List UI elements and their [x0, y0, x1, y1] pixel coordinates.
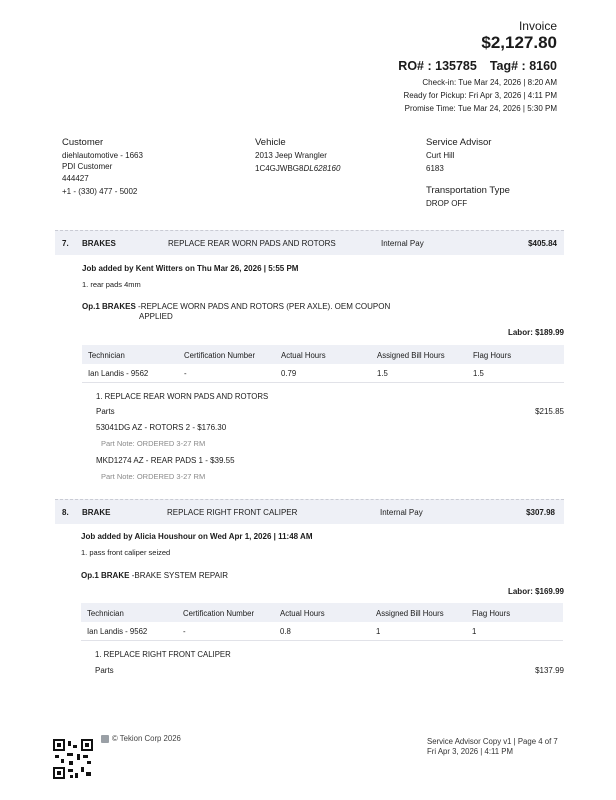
job-added-by: Job added by Alicia Houshour on Wed Apr 1, 2026 | 11:48 AM: [81, 532, 313, 541]
ro-tag-line: [398, 59, 557, 73]
col-technician: Technician: [87, 609, 124, 618]
labor-amount: Labor: $189.99: [507, 328, 564, 337]
job-title: REPLACE REAR WORN PADS AND ROTORS: [168, 239, 336, 248]
transport-title: Transportation Type: [426, 185, 510, 196]
op-text: -REPLACE WORN PADS AND ROTORS (PER AXLE). OEM COUPON: [138, 302, 391, 311]
job-header: [55, 230, 564, 255]
advisor-name: Curt Hill: [426, 151, 455, 160]
job-pay-type: Internal Pay: [380, 508, 423, 517]
assigned-bill-hours: 1.5: [377, 369, 388, 378]
col-flag-hours: Flag Hours: [473, 351, 512, 360]
actual-hours: 0.79: [281, 369, 297, 378]
col-technician: Technician: [88, 351, 125, 360]
ro-number: 135785: [435, 59, 477, 73]
vin-prefix: 1C4GJWBG8: [255, 164, 304, 173]
job-added-by: Job added by Kent Witters on Thu Mar 26, 2026 | 5:55 PM: [82, 264, 299, 273]
certification-number: -: [183, 627, 186, 636]
technician-row: [82, 364, 564, 383]
customer-name: diehlautomotive - 1663: [62, 151, 143, 160]
technician-table-header: [82, 345, 564, 364]
job-category: BRAKES: [82, 239, 116, 248]
col-actual-hours: Actual Hours: [281, 351, 326, 360]
promise-time: Promise Time: Tue Mar 24, 2026 | 5:30 PM: [404, 104, 557, 113]
job-amount: $307.98: [526, 508, 555, 517]
customer-number: 444427: [62, 174, 89, 183]
parts-label: Parts: [96, 407, 115, 416]
part-note: Part Note: ORDERED 3-27 RM: [101, 472, 206, 481]
actual-hours: 0.8: [280, 627, 291, 636]
repair-line: 1. REPLACE RIGHT FRONT CALIPER: [95, 650, 231, 659]
parts-label: Parts: [95, 666, 114, 675]
labor-amount: Labor: $169.99: [507, 587, 564, 596]
certification-number: -: [184, 369, 187, 378]
advisor-number: 6183: [426, 164, 444, 173]
checkin-time: Check-in: Tue Mar 24, 2026 | 8:20 AM: [422, 78, 557, 87]
job-number: 7.: [62, 239, 69, 248]
vehicle-title: Vehicle: [255, 137, 286, 148]
flag-hours: 1: [472, 627, 477, 636]
job-category: BRAKE: [82, 508, 111, 517]
job-header: [55, 499, 564, 524]
job-number: 8.: [62, 508, 69, 517]
vehicle-model: 2013 Jeep Wrangler: [255, 151, 327, 160]
technician-row: [81, 622, 563, 641]
col-certification: Certification Number: [184, 351, 256, 360]
job-concern: 1. pass front caliper seized: [81, 548, 171, 557]
tag-number: 8160: [529, 59, 557, 73]
job-amount: $405.84: [528, 239, 557, 248]
parts-total: $215.85: [535, 407, 564, 416]
col-assigned-bill-hours: Assigned Bill Hours: [376, 609, 444, 618]
parts-total: $137.99: [535, 666, 564, 675]
technician-name: Ian Landis - 9562: [88, 369, 149, 378]
col-assigned-bill-hours: Assigned Bill Hours: [377, 351, 445, 360]
ready-time: Ready for Pickup: Fri Apr 3, 2026 | 4:11 PM: [403, 91, 557, 100]
op-line: [81, 571, 228, 580]
part-item: MKD1274 AZ - REAR PADS 1 - $39.55: [96, 456, 235, 465]
col-certification: Certification Number: [183, 609, 255, 618]
copy-info: Service Advisor Copy v1 | Page 4 of 7: [427, 737, 558, 746]
copyright-text: © Tekion Corp 2026: [112, 734, 181, 743]
tag-label: Tag# :: [489, 59, 526, 73]
op-text: -BRAKE SYSTEM REPAIR: [131, 571, 229, 580]
qr-code: [53, 739, 93, 779]
technician-table-header: [81, 603, 563, 622]
job-pay-type: Internal Pay: [381, 239, 424, 248]
advisor-title: Service Advisor: [426, 137, 492, 148]
ro-label: RO# :: [398, 59, 432, 73]
op-label: Op.1 BRAKE: [81, 571, 130, 580]
flag-hours: 1.5: [473, 369, 484, 378]
job-concern: 1. rear pads 4mm: [82, 280, 141, 289]
transport-value: DROP OFF: [426, 199, 468, 208]
repair-line: 1. REPLACE REAR WORN PADS AND ROTORS: [96, 392, 269, 401]
customer-phone: +1 - (330) 477 - 5002: [62, 187, 138, 196]
part-item: 53041DG AZ - ROTORS 2 - $176.30: [96, 423, 227, 432]
job-title: REPLACE RIGHT FRONT CALIPER: [167, 508, 298, 517]
op-label: Op.1 BRAKES: [82, 302, 136, 311]
assigned-bill-hours: 1: [376, 627, 381, 636]
technician-name: Ian Landis - 9562: [87, 627, 148, 636]
customer-title: Customer: [62, 137, 104, 148]
op-text-continued: APPLIED: [139, 312, 173, 321]
col-actual-hours: Actual Hours: [280, 609, 325, 618]
customer-type: PDI Customer: [62, 162, 113, 171]
vin-suffix: DL628160: [303, 164, 341, 173]
op-line: [82, 302, 390, 311]
part-note: Part Note: ORDERED 3-27 RM: [101, 439, 206, 448]
invoice-total: $2,127.80: [481, 33, 557, 52]
tekion-logo-icon: [101, 735, 109, 743]
vehicle-vin: [255, 164, 340, 173]
document-type: Invoice: [518, 19, 557, 33]
col-flag-hours: Flag Hours: [472, 609, 511, 618]
printed-time: Fri Apr 3, 2026 | 4:11 PM: [427, 747, 513, 756]
copyright: [101, 734, 181, 743]
